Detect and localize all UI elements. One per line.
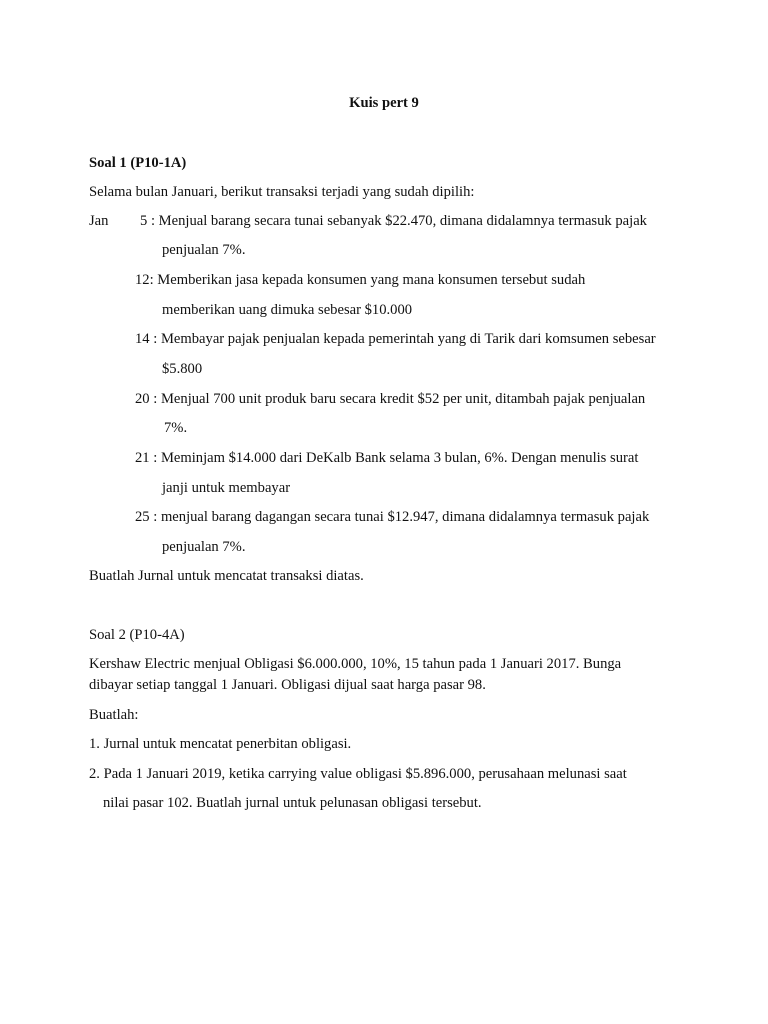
transaction-item-line1: 21 : Meminjam $14.000 dari DeKalb Bank selama 3 bulan, 6%. Dengan menulis surat (135, 450, 639, 466)
transaction-item-line1: 20 : Menjual 700 unit produk baru secara kredit $52 per unit, ditambah pajak penjualan (135, 391, 646, 407)
soal-2-task-2-line1: 2. Pada 1 Januari 2019, ketika carrying value obligasi $5.896.000, perusahaan melunasi saat (89, 766, 627, 782)
soal-2-paragraph-line2: dibayar setiap tanggal 1 Januari. Obligasi dijual saat harga pasar 98. (89, 677, 486, 693)
transaction-item-line1: 12: Memberikan jasa kepada konsumen yang mana konsumen tersebut sudah (135, 272, 586, 288)
soal-1-heading: Soal 1 (P10-1A) (89, 155, 187, 171)
soal-2-paragraph-line1: Kershaw Electric menjual Obligasi $6.000.000, 10%, 15 tahun pada 1 Januari 2017. Bunga (89, 656, 622, 672)
month-label: Jan (89, 213, 109, 229)
transaction-item-line2: penjualan 7%. (162, 539, 246, 555)
transaction-item-line2: janji untuk membayar (162, 480, 291, 496)
transaction-item-line2: $5.800 (162, 361, 203, 377)
document-title: Kuis pert 9 (349, 95, 419, 111)
transaction-item-line1: 5 : Menjual barang secara tunai sebanyak $22.470, dimana didalamnya termasuk pajak (140, 213, 647, 229)
transaction-item-line2: penjualan 7%. (162, 242, 246, 258)
transaction-item-line2: 7%. (164, 420, 188, 436)
soal-2-buatlah: Buatlah: (89, 707, 139, 723)
soal-1-instruction: Buatlah Jurnal untuk mencatat transaksi diatas. (89, 568, 364, 584)
transaction-item-line1: 25 : menjual barang dagangan secara tunai $12.947, dimana didalamnya termasuk pajak (135, 509, 650, 525)
soal-2-task-1: 1. Jurnal untuk mencatat penerbitan obligasi. (89, 736, 352, 752)
transaction-item-line1: 14 : Membayar pajak penjualan kepada pemerintah yang di Tarik dari komsumen sebesar (135, 331, 656, 347)
soal-1-intro: Selama bulan Januari, berikut transaksi terjadi yang sudah dipilih: (89, 184, 475, 200)
transaction-item-line2: memberikan uang dimuka sebesar $10.000 (162, 302, 413, 318)
soal-2-heading: Soal 2 (P10-4A) (89, 627, 185, 643)
soal-2-task-2-line2: nilai pasar 102. Buatlah jurnal untuk pelunasan obligasi tersebut. (103, 795, 482, 811)
